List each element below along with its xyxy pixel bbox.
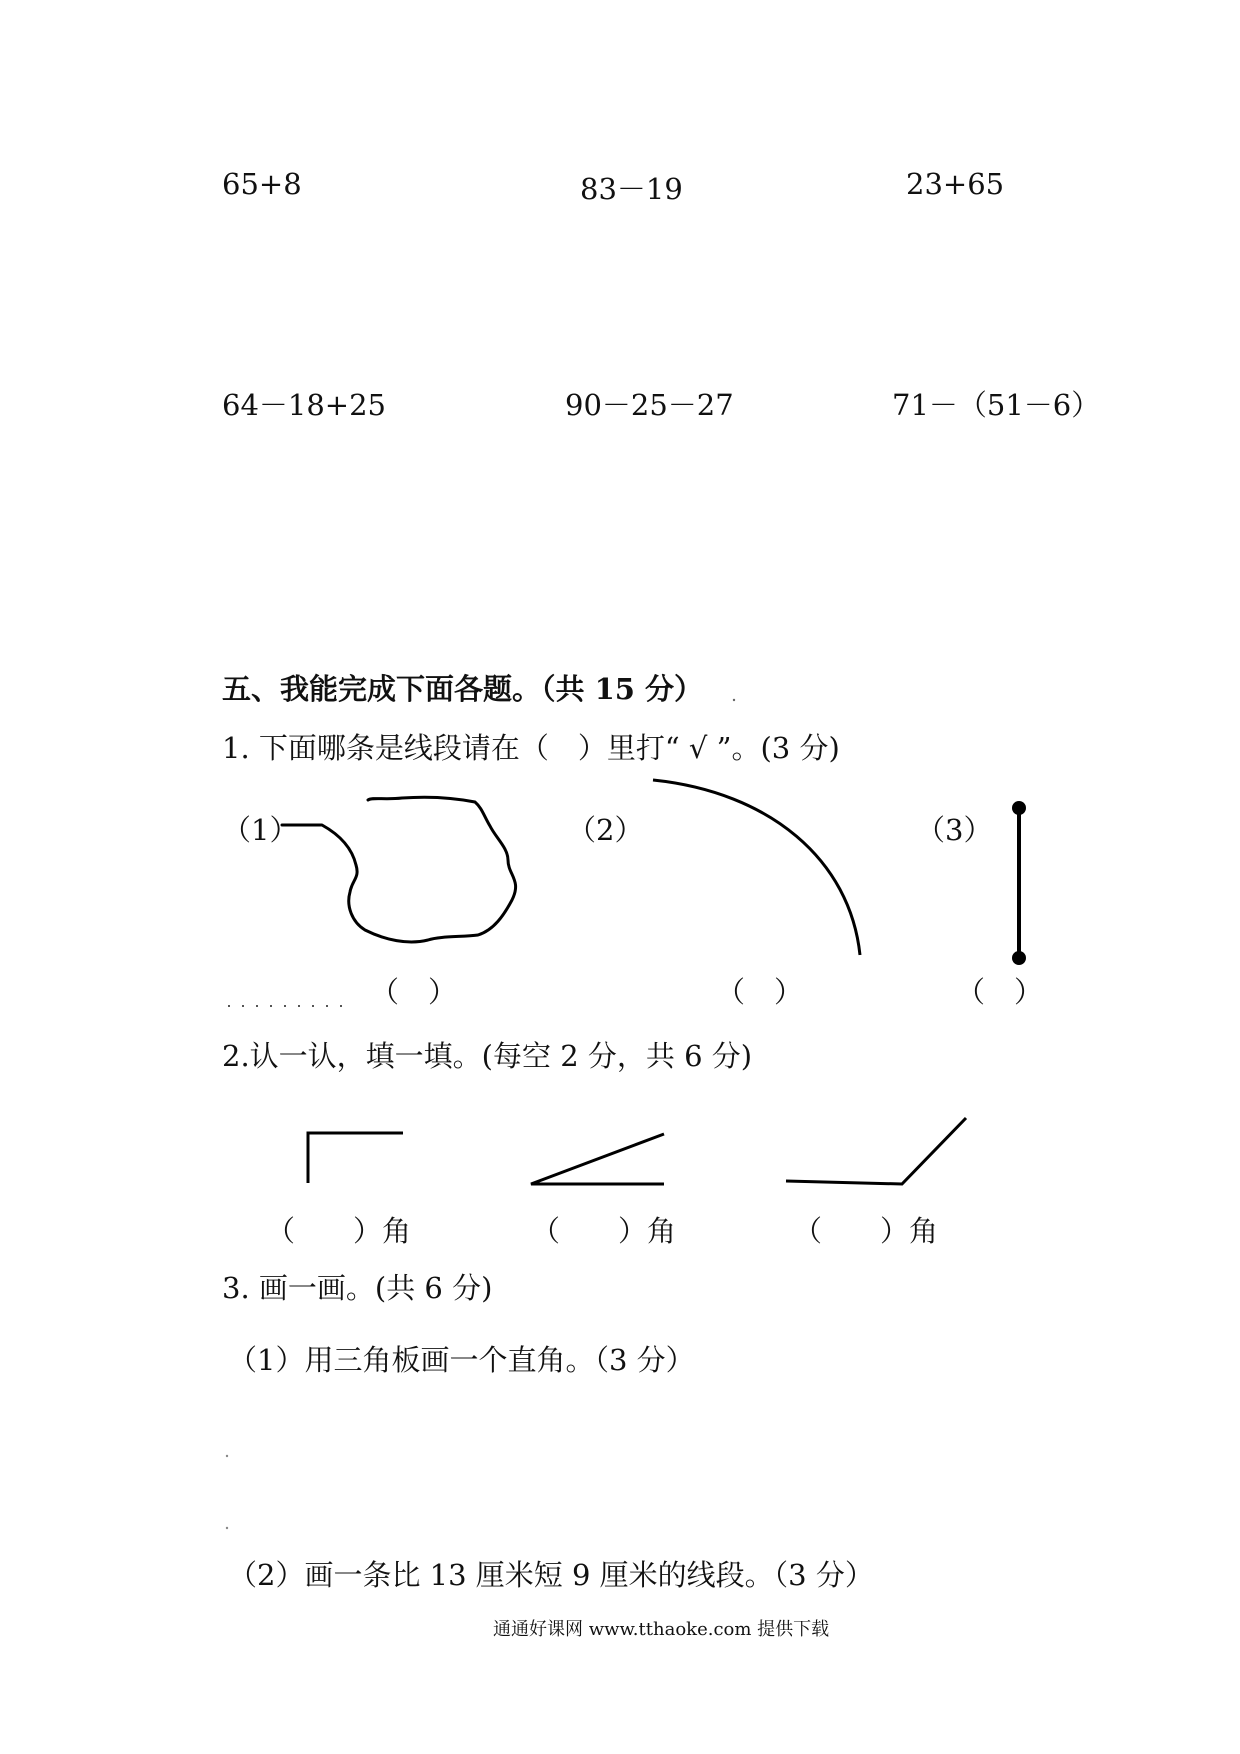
calc-5: 90－25－27: [565, 388, 734, 422]
q2-acute-angle: [531, 1134, 664, 1184]
q1-label-1: （1）: [222, 813, 299, 847]
q1-blank-1[interactable]: （ ）: [370, 975, 458, 1009]
q1-segment-endpoint-bottom: [1012, 951, 1026, 965]
calc-4: 64－18+25: [222, 388, 387, 422]
q2-blank-1[interactable]: （ ）角: [266, 1214, 412, 1248]
section5-title: 五、我能完成下面各题。（共 15 分）: [222, 672, 704, 706]
q2-right-angle: [308, 1133, 403, 1183]
q3-sub1: （1）用三角板画一个直角。（3 分）: [228, 1343, 695, 1377]
q1-blank-3[interactable]: （ ）: [956, 975, 1044, 1009]
q1-arc: [653, 780, 860, 955]
q2-blank-3[interactable]: （ ）角: [793, 1214, 939, 1248]
footer: 通通好课网 www.tthaoke.com 提供下载: [493, 1619, 830, 1640]
q2-text: 2.认一认，填一填。(每空 2 分，共 6 分): [222, 1039, 753, 1073]
calc-3: 23+65: [906, 167, 1005, 201]
q1-label-2: （2）: [567, 813, 644, 847]
calc-6: 71－（51－6）: [892, 388, 1101, 422]
calc-2: 83－19: [580, 172, 683, 206]
q1-segment-endpoint-top: [1012, 801, 1026, 815]
q1-curve-shape: [282, 797, 516, 942]
q1-text: 1. 下面哪条是线段请在（ ）里打“ √ ”。(3 分): [222, 731, 840, 765]
q2-obtuse-angle: [786, 1118, 966, 1184]
q3-text: 3. 画一画。(共 6 分): [222, 1271, 493, 1305]
q1-label-3: （3）: [916, 813, 993, 847]
q3-sub2: （2）画一条比 13 厘米短 9 厘米的线段。（3 分）: [228, 1558, 874, 1592]
calc-1: 65+8: [222, 167, 302, 201]
q2-blank-2[interactable]: （ ）角: [531, 1214, 677, 1248]
q1-blank-2[interactable]: （ ）: [716, 975, 804, 1009]
